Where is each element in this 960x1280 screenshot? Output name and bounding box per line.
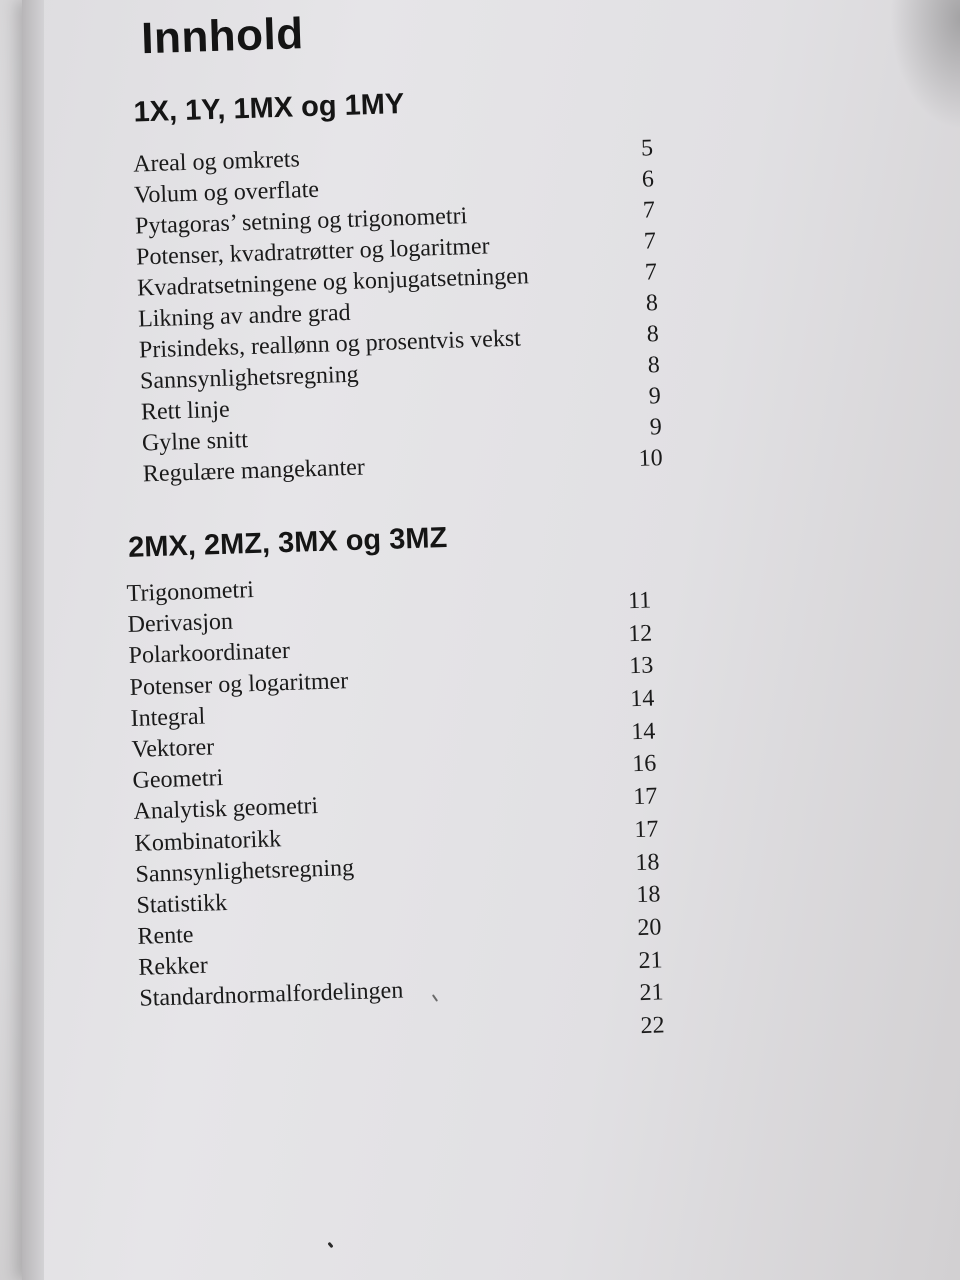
toc-entry-label: Polarkoordinater bbox=[128, 638, 291, 670]
toc-entry-page: 20 bbox=[637, 914, 662, 941]
toc-entry-page: 17 bbox=[633, 816, 659, 843]
toc-entry-page: 10 bbox=[638, 445, 664, 472]
toc-entry-label: Rente bbox=[137, 922, 194, 950]
toc-entry-page: 17 bbox=[632, 783, 658, 811]
toc-entry-page: 21 bbox=[639, 979, 664, 1007]
toc-entry-page: 7 bbox=[644, 259, 658, 286]
toc-entry-page: 21 bbox=[638, 946, 663, 974]
toc-entry-label: Sannsynlighetsregning bbox=[139, 361, 359, 395]
toc-entry-page: 9 bbox=[648, 383, 662, 410]
section-heading-1: 1X, 1Y, 1MX og 1MY bbox=[133, 88, 405, 129]
section-heading-2: 2MX, 2MZ, 3MX og 3MZ bbox=[127, 521, 448, 564]
toc-entry-label: Potenser, kvadratrøtter og logaritmer bbox=[135, 233, 490, 271]
toc-entry-label: Volum og overflate bbox=[133, 176, 320, 209]
section-2-page-numbers bbox=[601, 585, 665, 1044]
toc-entry-label: Geometri bbox=[132, 765, 224, 795]
toc-entry-label: Kvadratsetningene og konjugatsetningen bbox=[136, 263, 530, 302]
toc-entry-page: 22 bbox=[640, 1012, 665, 1040]
toc-entry-page: 18 bbox=[636, 881, 661, 909]
toc-entry-page: 14 bbox=[629, 685, 655, 713]
book-page bbox=[22, 0, 960, 1280]
toc-entry-label: Statistikk bbox=[136, 889, 228, 919]
toc-entry-page: 14 bbox=[630, 718, 656, 745]
toc-entry-page: 13 bbox=[628, 652, 654, 680]
toc-entry-label: Regulære mangekanter bbox=[142, 454, 366, 488]
page-title: Innhold bbox=[140, 9, 305, 64]
toc-entry-label: Analytisk geometri bbox=[133, 793, 319, 826]
toc-entry-page: 8 bbox=[646, 321, 660, 348]
toc-entry-label: Prisindeks, reallønn og prosentvis vekst bbox=[138, 325, 522, 364]
table-of-contents bbox=[22, 0, 960, 1279]
toc-entry-page: 18 bbox=[634, 848, 660, 876]
toc-entry-label: Trigonometri bbox=[126, 577, 255, 607]
toc-entry-label: Rekker bbox=[138, 952, 209, 982]
toc-entry-label: Integral bbox=[130, 703, 206, 732]
toc-entry-label: Areal og omkrets bbox=[132, 146, 301, 178]
toc-entry-page: 16 bbox=[631, 750, 657, 778]
toc-entry-page: 7 bbox=[642, 197, 656, 224]
toc-entry-page: 5 bbox=[640, 135, 654, 162]
toc-entry-label: Pytagoras’ setning og trigonometri bbox=[134, 203, 468, 240]
toc-entry-label: Derivasjon bbox=[127, 608, 234, 639]
toc-entry-label: Rett linje bbox=[140, 396, 231, 426]
toc-entry-label: Gylne snitt bbox=[141, 427, 249, 457]
toc-entry-label: Standardnormalfordelingen bbox=[139, 977, 404, 1013]
toc-entry-page: 9 bbox=[649, 414, 663, 441]
toc-entry-page: 8 bbox=[647, 352, 661, 379]
toc-entry-page: 11 bbox=[627, 587, 652, 615]
section-1-entries bbox=[133, 133, 663, 490]
toc-entry-label: Kombinatorikk bbox=[134, 825, 282, 857]
toc-entry-page: 6 bbox=[641, 166, 655, 193]
toc-entry-label: Sannsynlighetsregning bbox=[135, 854, 355, 888]
toc-entry-label: Likning av andre grad bbox=[137, 299, 351, 333]
toc-entry-label: Potenser og logaritmer bbox=[129, 667, 349, 701]
toc-entry-label: Vektorer bbox=[131, 734, 215, 763]
toc-entry-page: 8 bbox=[645, 290, 659, 317]
toc-entry-page: 12 bbox=[627, 620, 653, 647]
section-2-labels bbox=[126, 568, 480, 1015]
toc-entry-page: 7 bbox=[643, 228, 657, 255]
